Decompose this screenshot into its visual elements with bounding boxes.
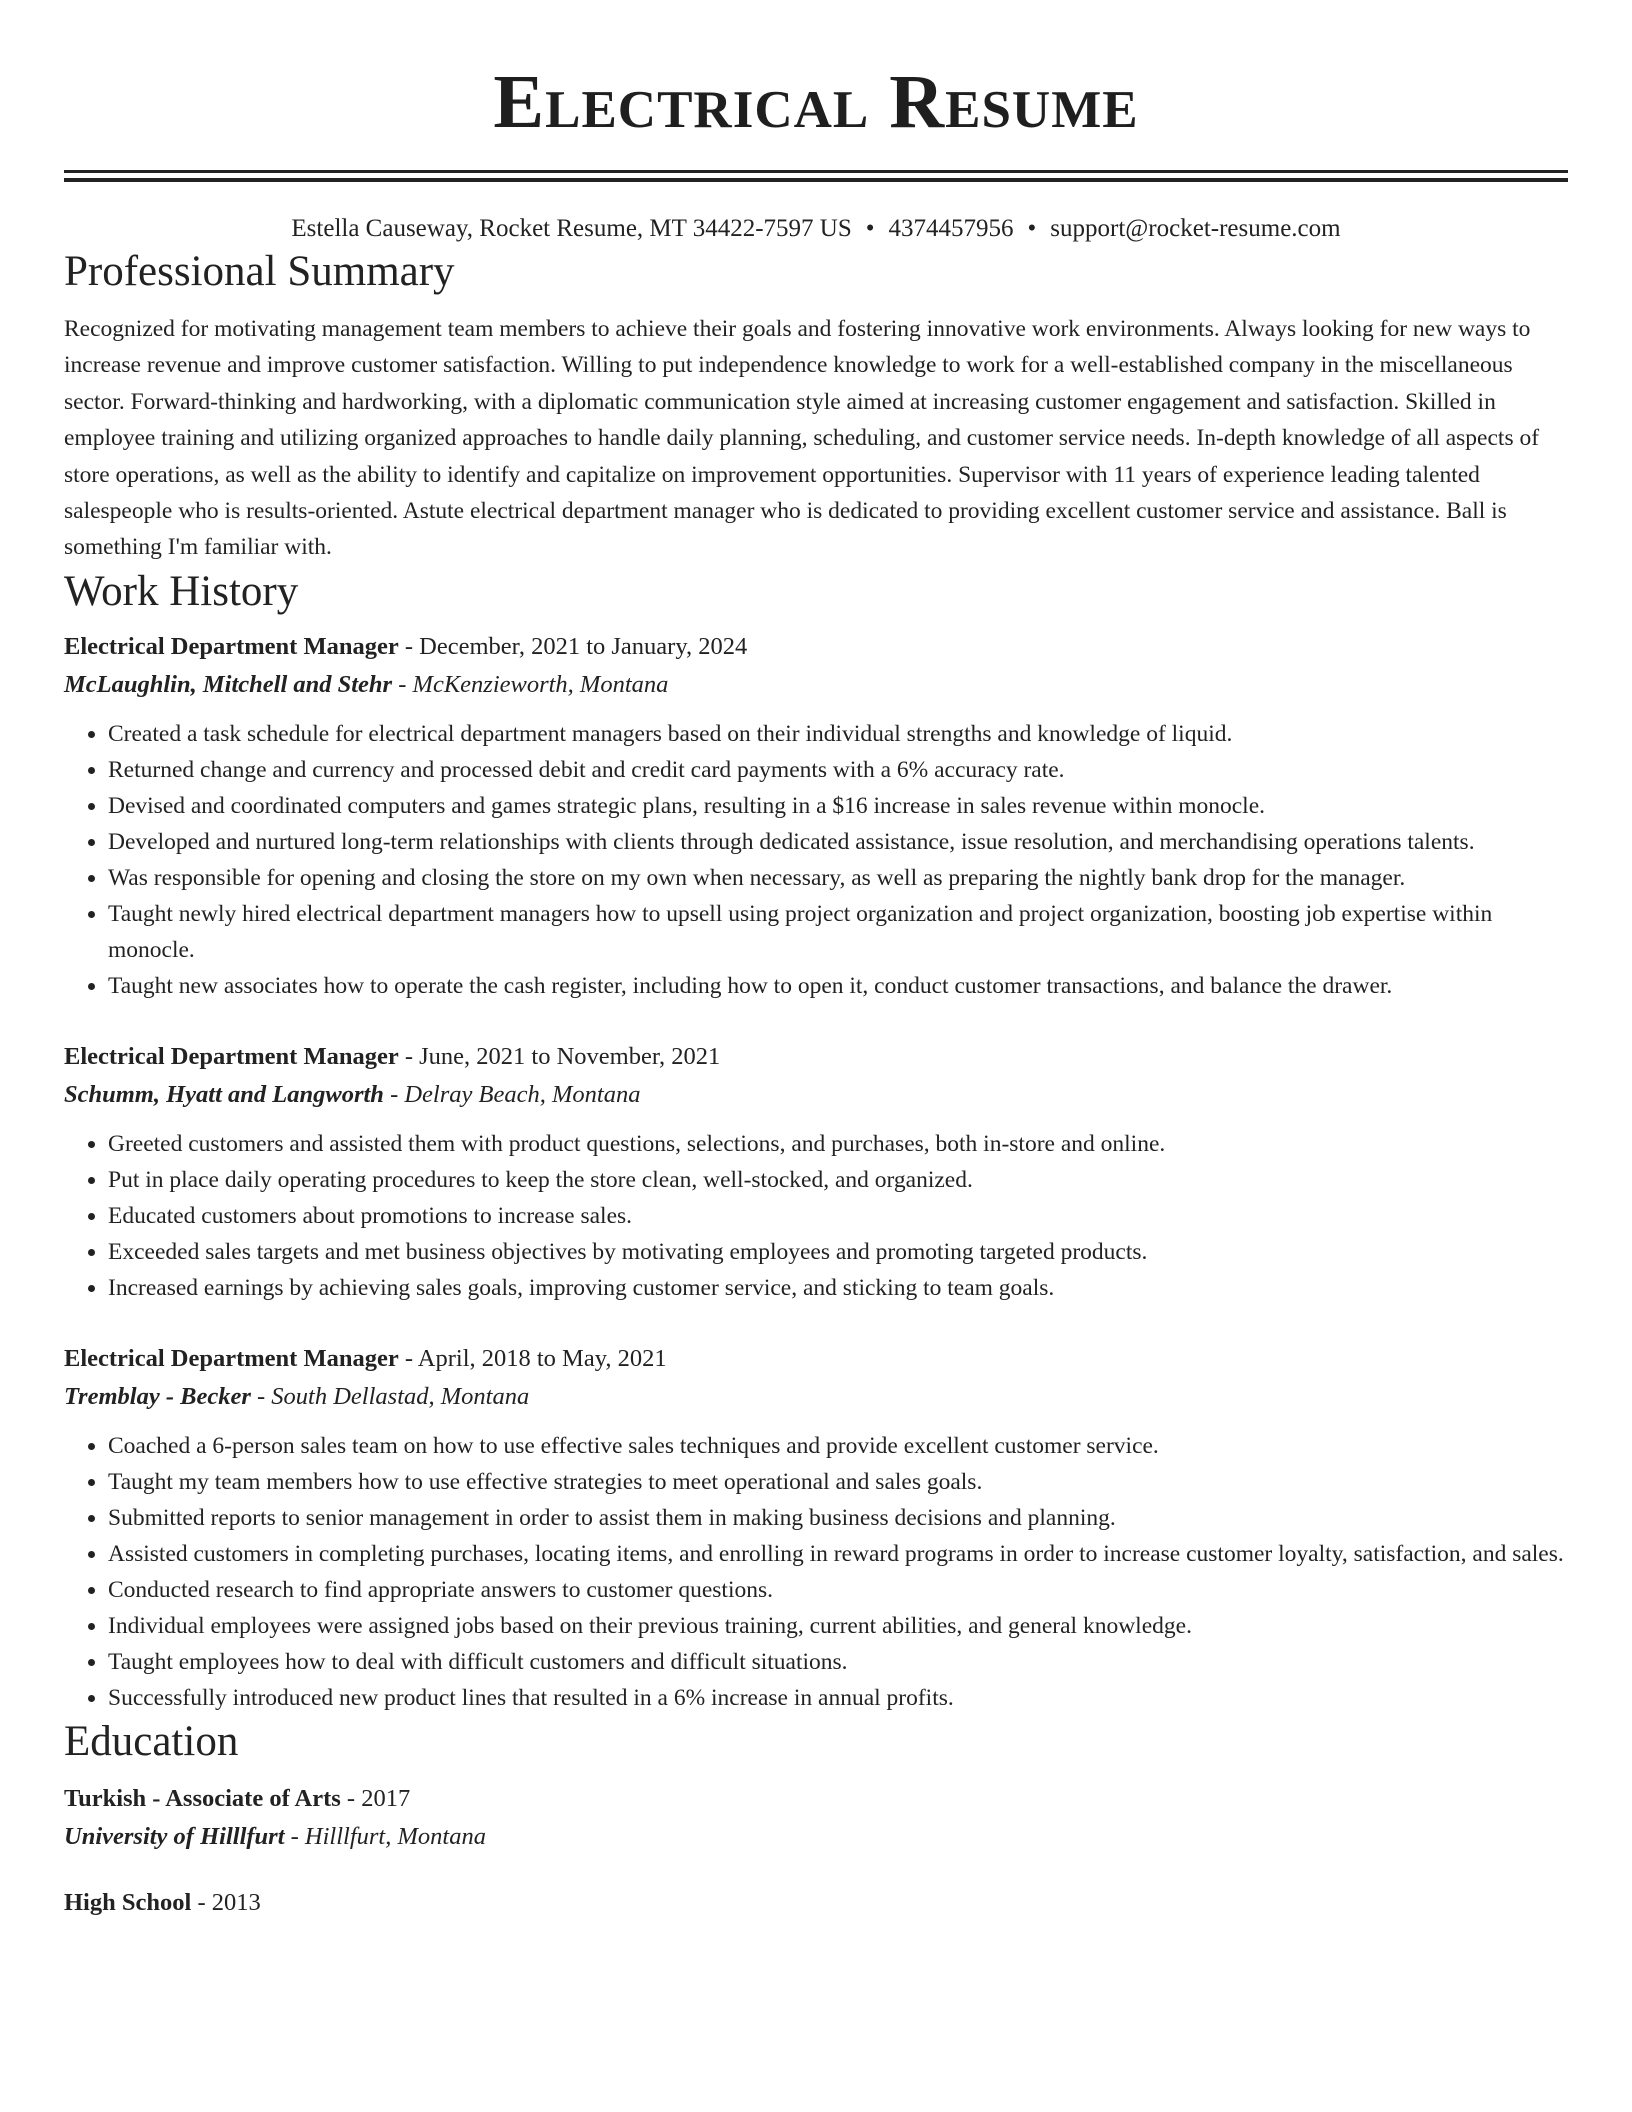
summary-text: Recognized for motivating management team members to achieve their goals and fostering innovative work environments. Always looking for new ways to increase revenue and improve customer satisfaction. Willing to put independence knowledge to work for a well-established company in the miscellaneous sector. Forward-thinking and hardworking, with a diplomatic communication style aimed at increasing customer engagement and satisfaction. Skilled in employee training and utilizing organized approaches to handle daily planning, scheduling, and customer service needs. In-depth knowledge of all aspects of store operations, as well as the ability to identify and capitalize on improvement opportunities. Supervisor with 11 years of experience leading talented salespeople who is results-oriented. Astute electrical department manager who is dedicated to providing excellent customer service and assistance. Ball is something I'm familiar with. xyxy=(64,316,1540,561)
job-dates: April, 2018 to May, 2021 xyxy=(417,1344,667,1372)
job-title-line: Electrical Department Manager - June, 2021 to November, 2021 xyxy=(64,1042,721,1070)
resume-title: Electrical Resume xyxy=(493,60,1139,144)
duty-item: • Increased earnings by achieving sales goals, improving customer service, and sticking to team goals. xyxy=(108,1270,1568,1306)
job-location: Delray Beach, Montana xyxy=(404,1080,641,1108)
education-degree-line: Turkish - Associate of Arts - 2017 xyxy=(64,1784,411,1812)
duty-item: • Taught new associates how to operate the cash register, including how to open it, conduct customer transactions, and balance the drawer. xyxy=(108,968,1568,1004)
contact-separator: • xyxy=(1027,215,1037,242)
duty-item: • Conducted research to find appropriate answers to customer questions. xyxy=(108,1572,1568,1608)
job-entry xyxy=(64,628,1568,1004)
job-title: Electrical Department Manager xyxy=(64,1344,399,1372)
duty-item: • Developed and nurtured long-term relationships with clients through dedicated assistance, issue resolution, and merchandising operations talents. xyxy=(108,824,1568,860)
education-school: University of Hilllfurt xyxy=(64,1822,285,1850)
education-year: 2013 xyxy=(211,1888,261,1916)
duty-item: • Taught employees how to deal with difficult customers and difficult situations. xyxy=(108,1644,1568,1680)
job-company-line: McLaughlin, Mitchell and Stehr - McKenzieworth, Montana xyxy=(64,670,669,698)
contact-email: support@rocket-resume.com xyxy=(1050,215,1341,242)
job-title: Electrical Department Manager xyxy=(64,632,399,660)
job-duties xyxy=(64,1428,1568,1716)
job-company-line: Tremblay - Becker - South Dellastad, Montana xyxy=(64,1382,530,1410)
contact-line xyxy=(64,212,1568,246)
duty-item: • Submitted reports to senior management in order to assist them in making business decisions and planning. xyxy=(108,1500,1568,1536)
job-title: Electrical Department Manager xyxy=(64,1042,399,1070)
duty-item: • Taught my team members how to use effective strategies to meet operational and sales goals. xyxy=(108,1464,1568,1500)
job-duties xyxy=(64,716,1568,1004)
duty-item: • Educated customers about promotions to increase sales. xyxy=(108,1198,1568,1234)
duty-item: • Greeted customers and assisted them with product questions, selections, and purchases, both in-store and online. xyxy=(108,1126,1568,1162)
contact-separator: • xyxy=(865,215,875,242)
education-year: 2017 xyxy=(361,1784,411,1812)
education-degree: Turkish - Associate of Arts xyxy=(64,1784,341,1812)
contact-address: Estella Causeway, Rocket Resume, MT 34422-7597 US xyxy=(291,215,852,242)
job-company: McLaughlin, Mitchell and Stehr xyxy=(64,670,393,698)
job-location: South Dellastad, Montana xyxy=(271,1382,530,1410)
job-location: McKenzieworth, Montana xyxy=(412,670,669,698)
duty-item: • Assisted customers in completing purchases, locating items, and enrolling in reward programs in order to increase customer loyalty, satisfaction, and sales. xyxy=(108,1536,1568,1572)
job-dates: June, 2021 to November, 2021 xyxy=(419,1042,721,1070)
title-divider-top xyxy=(64,170,1568,173)
contact-phone: 4374457956 xyxy=(888,215,1014,242)
education-school-line: University of Hilllfurt - Hilllfurt, Montana xyxy=(64,1822,486,1850)
job-company: Tremblay - Becker xyxy=(64,1382,251,1410)
job-duties xyxy=(64,1126,1568,1306)
job-company: Schumm, Hyatt and Langworth xyxy=(64,1080,384,1108)
duty-item: • Created a task schedule for electrical department managers based on their individual strengths and knowledge of liquid. xyxy=(108,716,1568,752)
education-location: Hilllfurt, Montana xyxy=(304,1822,486,1850)
education-degree-line: High School - 2013 xyxy=(64,1888,261,1916)
duty-item: • Was responsible for opening and closing the store on my own when necessary, as well as preparing the nightly bank drop for the manager. xyxy=(108,860,1568,896)
duty-item: • Exceeded sales targets and met business objectives by motivating employees and promoting targeted products. xyxy=(108,1234,1568,1270)
summary-heading: Professional Summary xyxy=(64,248,455,295)
duty-item: • Put in place daily operating procedures to keep the store clean, well-stocked, and organized. xyxy=(108,1162,1568,1198)
duty-item: • Coached a 6-person sales team on how to use effective sales techniques and provide excellent customer service. xyxy=(108,1428,1568,1464)
duty-item: • Successfully introduced new product lines that resulted in a 6% increase in annual profits. xyxy=(108,1680,1568,1716)
education-heading: Education xyxy=(64,1717,239,1765)
duty-item: • Individual employees were assigned jobs based on their previous training, current abilities, and general knowledge. xyxy=(108,1608,1568,1644)
duty-item: • Returned change and currency and processed debit and credit card payments with a 6% accuracy rate. xyxy=(108,752,1568,788)
education-entry xyxy=(64,1884,1568,1922)
duty-item: • Taught newly hired electrical department managers how to upsell using project organization and project organization, boosting job expertise within monocle. xyxy=(108,896,1568,968)
job-dates: December, 2021 to January, 2024 xyxy=(419,632,748,660)
title-divider-bottom xyxy=(64,178,1568,182)
education-entry xyxy=(64,1780,1568,1856)
job-entry xyxy=(64,1038,1568,1306)
education-degree: High School xyxy=(64,1888,192,1916)
job-title-line: Electrical Department Manager - April, 2018 to May, 2021 xyxy=(64,1344,667,1372)
job-title-line: Electrical Department Manager - December, 2021 to January, 2024 xyxy=(64,632,748,660)
duty-item: • Devised and coordinated computers and games strategic plans, resulting in a $16 increase in sales revenue within monocle. xyxy=(108,788,1568,824)
job-company-line: Schumm, Hyatt and Langworth - Delray Beach, Montana xyxy=(64,1080,641,1108)
work-history-heading: Work History xyxy=(64,567,299,615)
job-entry xyxy=(64,1340,1568,1716)
resume-page xyxy=(64,0,1568,1922)
